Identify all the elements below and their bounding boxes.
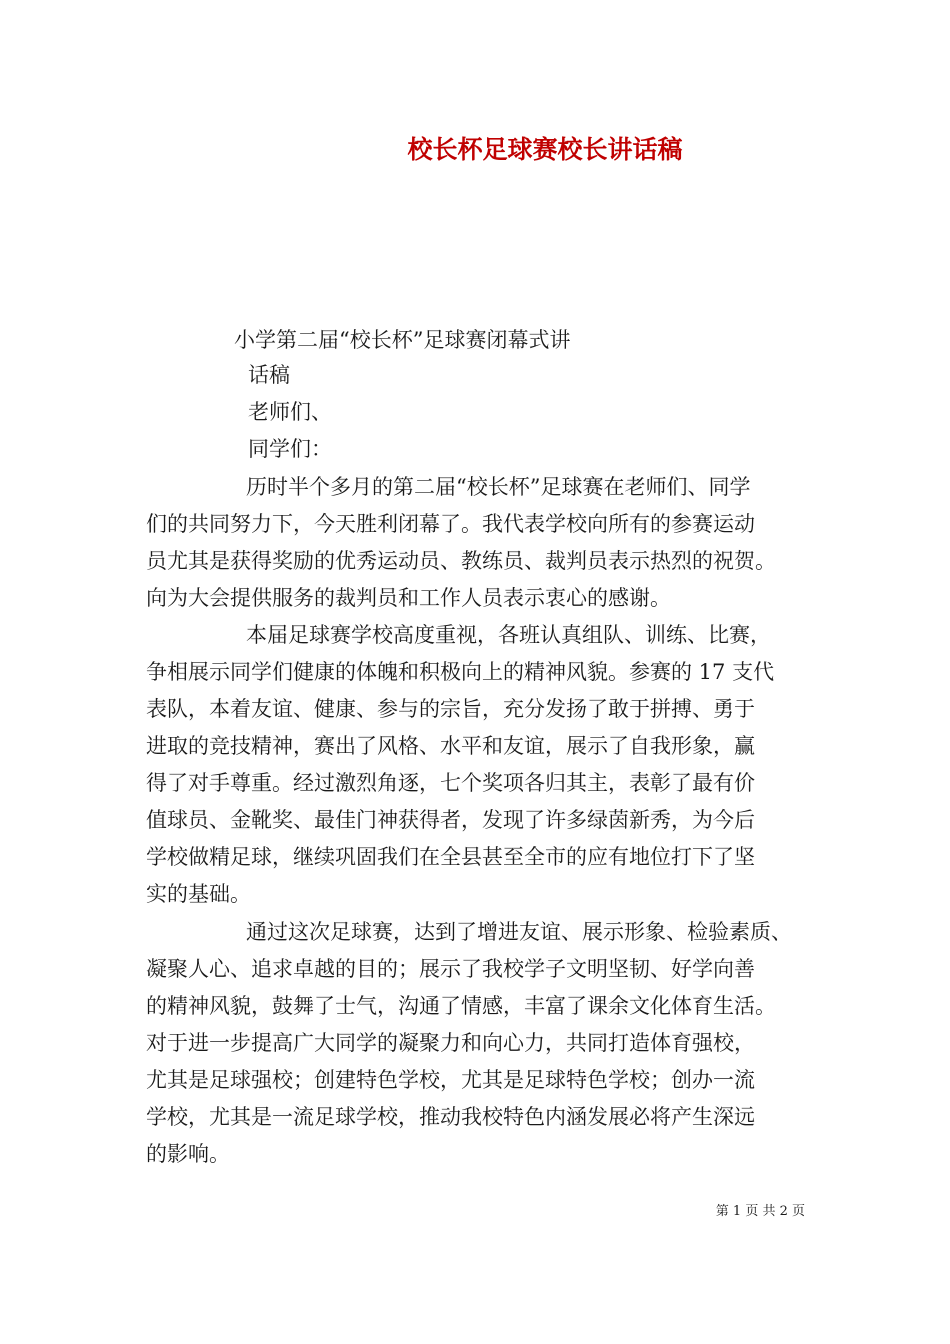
paragraph-line: 员尤其是获得奖励的优秀运动员、教练员、裁判员表示热烈的祝贺。: [146, 549, 776, 573]
document-title: 校长杯足球赛校长讲话稿: [407, 135, 683, 164]
page-number-footer: 第 1 页 共 2 页: [715, 1204, 805, 1219]
paragraph-line: 凝聚人心、追求卓越的目的；展示了我校学子文明坚韧、好学向善: [146, 957, 755, 981]
speech-heading-line-2: 话稿: [248, 363, 290, 387]
body-paragraph-3: [146, 914, 810, 1173]
salutation-line-1: 老师们、: [248, 400, 332, 424]
paragraph-line: 学校，尤其是一流足球学校，推动我校特色内涵发展必将产生深远: [146, 1105, 755, 1129]
paragraph-line: 的精神风貌，鼓舞了士气，沟通了情感，丰富了课余文化体育生活。: [146, 994, 776, 1018]
salutation-line-2: 同学们：: [248, 437, 332, 461]
paragraph-line: 进取的竞技精神，赛出了风格、水平和友谊，展示了自我形象，赢: [146, 734, 755, 758]
speech-heading-line-1: 小学第二届“校长杯”足球赛闭幕式讲: [234, 328, 571, 352]
paragraph-line: 尤其是足球强校；创建特色学校，尤其是足球特色学校；创办一流: [146, 1068, 755, 1092]
paragraph-line: 得了对手尊重。经过激烈角逐，七个奖项各归其主，表彰了最有价: [146, 771, 755, 795]
paragraph-line: 通过这次足球赛，达到了增进友谊、展示形象、检验素质、: [246, 920, 792, 944]
paragraph-line: 值球员、金靴奖、最佳门神获得者，发现了许多绿茵新秀，为今后: [146, 808, 755, 832]
body-paragraph-2: [146, 617, 810, 913]
paragraph-line: 们的共同努力下，今天胜利闭幕了。我代表学校向所有的参赛运动: [146, 512, 755, 536]
body-paragraph-1: [146, 469, 810, 617]
paragraph-line: 的影响。: [146, 1142, 230, 1166]
paragraph-line: 对于进一步提高广大同学的凝聚力和向心力，共同打造体育强校，: [146, 1031, 755, 1055]
paragraph-line: 历时半个多月的第二届“校长杯”足球赛在老师们、同学: [246, 475, 751, 499]
paragraph-line: 争相展示同学们健康的体魄和积极向上的精神风貌。参赛的 17 支代: [146, 660, 775, 684]
paragraph-line: 向为大会提供服务的裁判员和工作人员表示衷心的感谢。: [146, 586, 671, 610]
paragraph-line: 学校做精足球，继续巩固我们在全县甚至全市的应有地位打下了坚: [146, 845, 755, 869]
paragraph-line: 表队，本着友谊、健康、参与的宗旨，充分发扬了敢于拼搏、勇于: [146, 697, 755, 721]
paragraph-line: 本届足球赛学校高度重视，各班认真组队、训练、比赛，: [246, 623, 771, 647]
paragraph-line: 实的基础。: [146, 882, 251, 906]
